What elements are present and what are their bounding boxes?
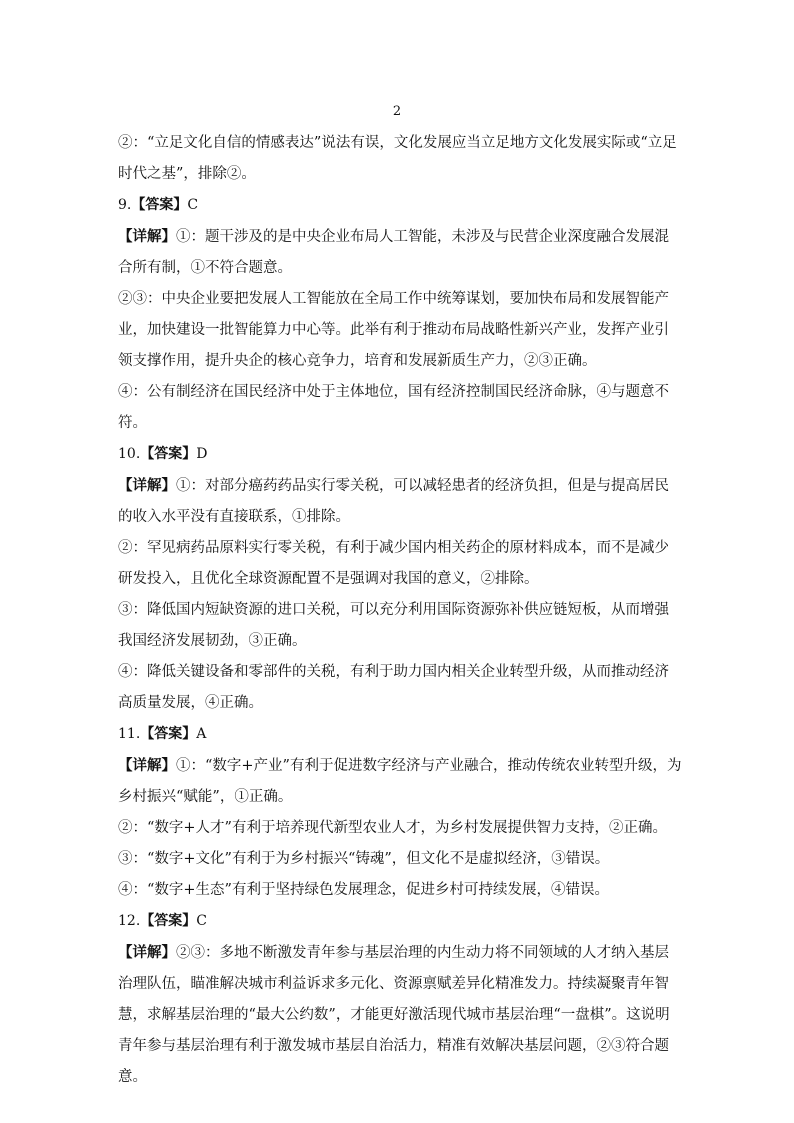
paragraph-text: ②：“数字+人才”有利于培养现代新型农业人才，为乡村发展提供智力支持，②正确。 <box>118 820 667 836</box>
paragraph <box>118 221 682 284</box>
page-number: 2 <box>392 104 402 119</box>
paragraph <box>118 937 682 1093</box>
answer-value: C <box>187 197 199 213</box>
paragraph-text: ③：降低国内短缺资源的进口关税，可以充分利用国际资源弥补供应链短板，从而增强我国经济发展韧劲，③正确。 <box>118 602 669 649</box>
question-number: 10. <box>118 446 141 462</box>
paragraph <box>118 533 682 595</box>
paragraph-text: ①：对部分癌药药品实行零关税，可以减轻患者的经济负担，但是与提高居民的收入水平没有直接联系，①排除。 <box>118 478 669 525</box>
paragraph-text: ②：罕见病药品原料实行零关税，有利于减少国内相关药企的原材料成本，而不是减少研发投入，且优化全球资源配置不是强调对我国的意义，②排除。 <box>118 540 669 587</box>
paragraph <box>118 128 682 190</box>
paragraph <box>118 470 682 533</box>
detail-tag: 【详解】 <box>118 228 176 245</box>
answer-tag: 【答案】 <box>140 913 197 929</box>
paragraph <box>118 657 682 719</box>
paragraph-text: ②③：多地不断激发青年参与基层治理的内生动力将不同领域的人才纳入基层治理队伍，瞄准解决城市利益诉求多元化、资源禀赋差异化精准发力。持续凝聚青年智慧，求解基层治理的“最大公约数”，才能更好激活现代城市基层治理“一盘棋”。这说明青年参与基层治理有利于激发城市基层自治活力，精准有效解决基层问题，②③符合题意。 <box>118 945 670 1085</box>
answer-value: A <box>196 726 207 742</box>
paragraph <box>118 377 682 439</box>
paragraph-text: ②③：中央企业要把发展人工智能放在全局工作中统筹谋划，要加快布局和发展智能产业，加快建设一批智能算力中心等。此举有利于推动布局战略性新兴产业，发挥产业引领支撑作用，提升央企的核心竞争力，培育和发展新质生产力，②③正确。 <box>118 291 669 369</box>
answer-tag: 【答案】 <box>140 446 197 462</box>
paragraph <box>118 844 682 875</box>
question-number: 9. <box>118 197 132 213</box>
question-number: 12. <box>118 913 141 929</box>
paragraph <box>118 595 682 657</box>
answer-value: C <box>196 913 207 929</box>
paragraph <box>118 875 682 906</box>
detail-tag: 【详解】 <box>118 477 176 494</box>
answer-line <box>118 906 682 937</box>
paragraph-text: ②：“立足文化自信的情感表达”说法有误，文化发展应当立足地方文化发展实际或“立足时代之基”，排除②。 <box>118 135 677 182</box>
detail-tag: 【详解】 <box>118 757 176 774</box>
paragraph-text: ④：“数字+生态”有利于坚持绿色发展理念，促进乡村可持续发展，④错误。 <box>118 882 609 898</box>
answer-line <box>118 439 682 470</box>
answer-tag: 【答案】 <box>140 726 197 742</box>
detail-tag: 【详解】 <box>118 944 176 961</box>
question-number: 11. <box>118 726 141 742</box>
paragraph-text: ①：“数字+产业”有利于促进数字经济与产业融合，推动传统农业转型升级，为乡村振兴“赋能”，①正确。 <box>118 758 682 805</box>
paragraph <box>118 750 682 813</box>
paragraph <box>118 813 682 844</box>
answer-line <box>118 719 682 750</box>
paragraph-text: ①：题干涉及的是中央企业布局人工智能，未涉及与民营企业深度融合发展混合所有制，①不符合题意。 <box>118 229 669 276</box>
answer-line <box>118 190 682 221</box>
paragraph-text: ④：公有制经济在国民经济中处于主体地位，国有经济控制国民经济命脉，④与题意不符。 <box>118 384 669 431</box>
answer-content <box>118 128 682 1093</box>
paragraph-text: ④：降低关键设备和零部件的关税，有利于助力国内相关企业转型升级，从而推动经济高质量发展，④正确。 <box>118 664 669 711</box>
answer-tag: 【答案】 <box>131 197 188 213</box>
paragraph-text: ③：“数字+文化”有利于为乡村振兴“铸魂”，但文化不是虚拟经济，③错误。 <box>118 851 610 867</box>
answer-value: D <box>196 446 208 462</box>
paragraph <box>118 284 682 377</box>
